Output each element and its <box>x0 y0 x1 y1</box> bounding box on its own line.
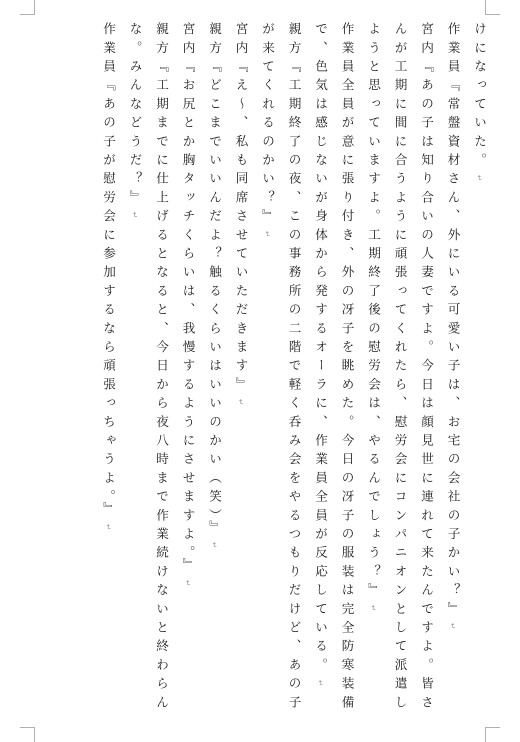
paragraph <box>307 22 360 728</box>
paragraph <box>121 22 174 728</box>
paragraph <box>174 22 201 728</box>
paragraph <box>227 22 254 728</box>
paragraph-text: 宮内『え〜、私も同席させていただきます』 <box>233 22 249 396</box>
paragraph <box>439 22 466 728</box>
paragraph <box>201 22 228 728</box>
paragraph <box>360 22 440 728</box>
paragraph-mark-icon: ↵ <box>448 623 457 630</box>
paragraph-text: 宮内『お尻とか胸タッチくらいは、我慢するようにさせますよ。』 <box>180 22 196 577</box>
paragraph-text: 作業員『常盤資材さん、外にいる可愛い子は、お宅の会社の子かい？』 <box>445 22 461 621</box>
paragraph-mark-icon: ↵ <box>130 212 139 218</box>
crop-mark-top-left <box>20 0 35 15</box>
paragraph-mark-icon: ↵ <box>475 174 483 181</box>
paragraph <box>95 22 122 728</box>
crop-mark-top-right <box>485 0 500 15</box>
paragraph-text: けになっていた。 <box>472 22 487 172</box>
crop-mark-bottom-left <box>20 727 35 742</box>
paragraph-mark-icon: ↵ <box>263 230 271 237</box>
paragraph-mark-icon: ↵ <box>236 399 245 405</box>
paragraph-mark-icon: ↵ <box>183 579 192 586</box>
paragraph-mark-icon: ↵ <box>316 679 324 686</box>
paragraph-text: 親方『どこまでいいんだよ？触るくらいはいいのかい（笑）』 <box>207 22 222 540</box>
paragraph-mark-icon: ↵ <box>369 604 377 611</box>
vertical-text-body[interactable] <box>34 22 492 728</box>
paragraph-mark-icon: ↵ <box>210 542 218 549</box>
crop-mark-bottom-right <box>485 727 500 742</box>
paragraph-text: 作業員全員が意に張り付き、外の冴子を眺めた。今日の冴子の服装は完全防寒装備で、色気は感じないが身体から発するオーラに、作業員全員が反応している。 <box>313 22 355 714</box>
paragraph-text: 親方『工期までに仕上げるとなると、今日から夜八時まで作業続けないと終わらんな。みんなどうだ？』 <box>127 22 169 714</box>
paragraph-text: 親方『工期終了の夜、この事務所の二階で軽く呑み会をやるつもりだけど、あの子が来てくれるのかい？』 <box>260 22 302 714</box>
paragraph <box>466 22 493 728</box>
paragraph-text: 作業員『あの子が慰労会に参加するなら頑張っちゃうよ。』 <box>101 22 116 521</box>
paragraph <box>254 22 307 728</box>
paragraph-text: 宮内『あの子は知り合いの人妻ですよ。今日は顔見世に連れて来たんですよ。皆さんが工期に間に合うように頑張ってくれたら、慰労会にコンパニオンとして派遣しようと思っていますよ。工期終了後の慰労会は、やるんでしょう？』 <box>366 22 434 714</box>
paragraph-mark-icon: ↵ <box>104 523 112 530</box>
